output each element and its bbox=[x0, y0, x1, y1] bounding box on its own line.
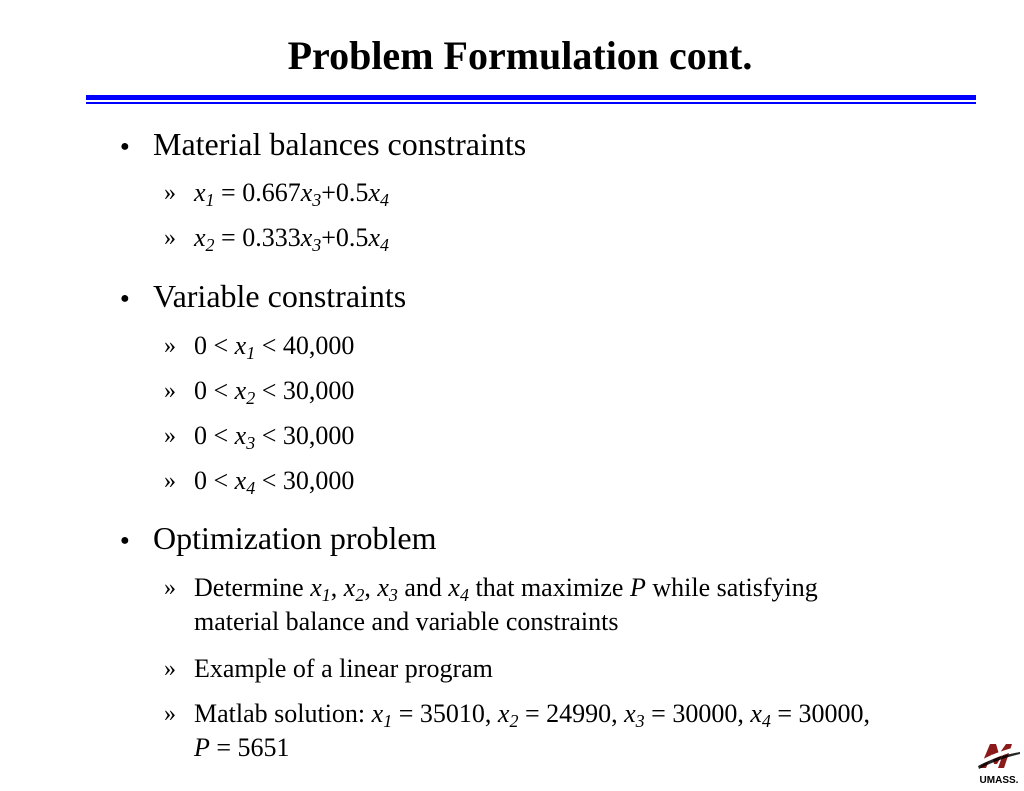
sub-bullet-icon: » bbox=[164, 656, 176, 682]
equation-x2: $x_2 = 0.333x_3+0.5x_4$ bbox=[194, 223, 389, 255]
title-rule-thick bbox=[86, 95, 976, 100]
slide-title: Problem Formulation cont. bbox=[287, 33, 753, 78]
example-linear-program: Example of a linear program bbox=[194, 654, 493, 683]
determine-statement: Determine $x_1$, $x_2$, $x_3$ and $x_4$ that maximize P while satisfying material balance and variable constraints bbox=[194, 573, 818, 636]
heading-material-balances: Material balances constraints bbox=[153, 126, 527, 162]
sub-bullet-icon: » bbox=[164, 701, 176, 727]
sub-bullet-icon: » bbox=[164, 575, 176, 601]
title-rule-thin bbox=[86, 102, 976, 104]
equation-x1: $x_1 = 0.667x_3+0.5x_4$ bbox=[194, 178, 389, 210]
constraint-x2: $0 < x_2 < 30,000$ bbox=[194, 376, 355, 408]
umass-logo-text: UMASS. bbox=[979, 775, 1019, 786]
sub-bullet-icon: » bbox=[164, 333, 176, 359]
bullet-icon: ● bbox=[120, 138, 130, 155]
sub-bullet-icon: » bbox=[164, 378, 176, 404]
sub-bullet-icon: » bbox=[164, 423, 176, 449]
sub-bullet-icon: » bbox=[164, 468, 176, 494]
constraint-x3: $0 < x_3 < 30,000$ bbox=[194, 421, 355, 453]
bullet-icon: ● bbox=[120, 532, 130, 549]
sub-bullet-icon: » bbox=[164, 225, 176, 251]
umass-logo-icon bbox=[976, 738, 1022, 786]
constraint-x1: $0 < x_1 < 40,000$ bbox=[194, 331, 355, 363]
matlab-solution: Matlab solution: $x_1 = 35010$, $x_2 = 24990$, $x_3 = 30000$, $x_4 = 30000$, P = 5651 bbox=[194, 699, 871, 762]
heading-optimization-problem: Optimization problem bbox=[153, 520, 437, 556]
bullet-icon: ● bbox=[120, 290, 130, 307]
constraint-x4: $0 < x_4 < 30,000$ bbox=[194, 466, 355, 498]
sub-bullet-icon: » bbox=[164, 180, 176, 206]
heading-variable-constraints: Variable constraints bbox=[153, 278, 407, 314]
